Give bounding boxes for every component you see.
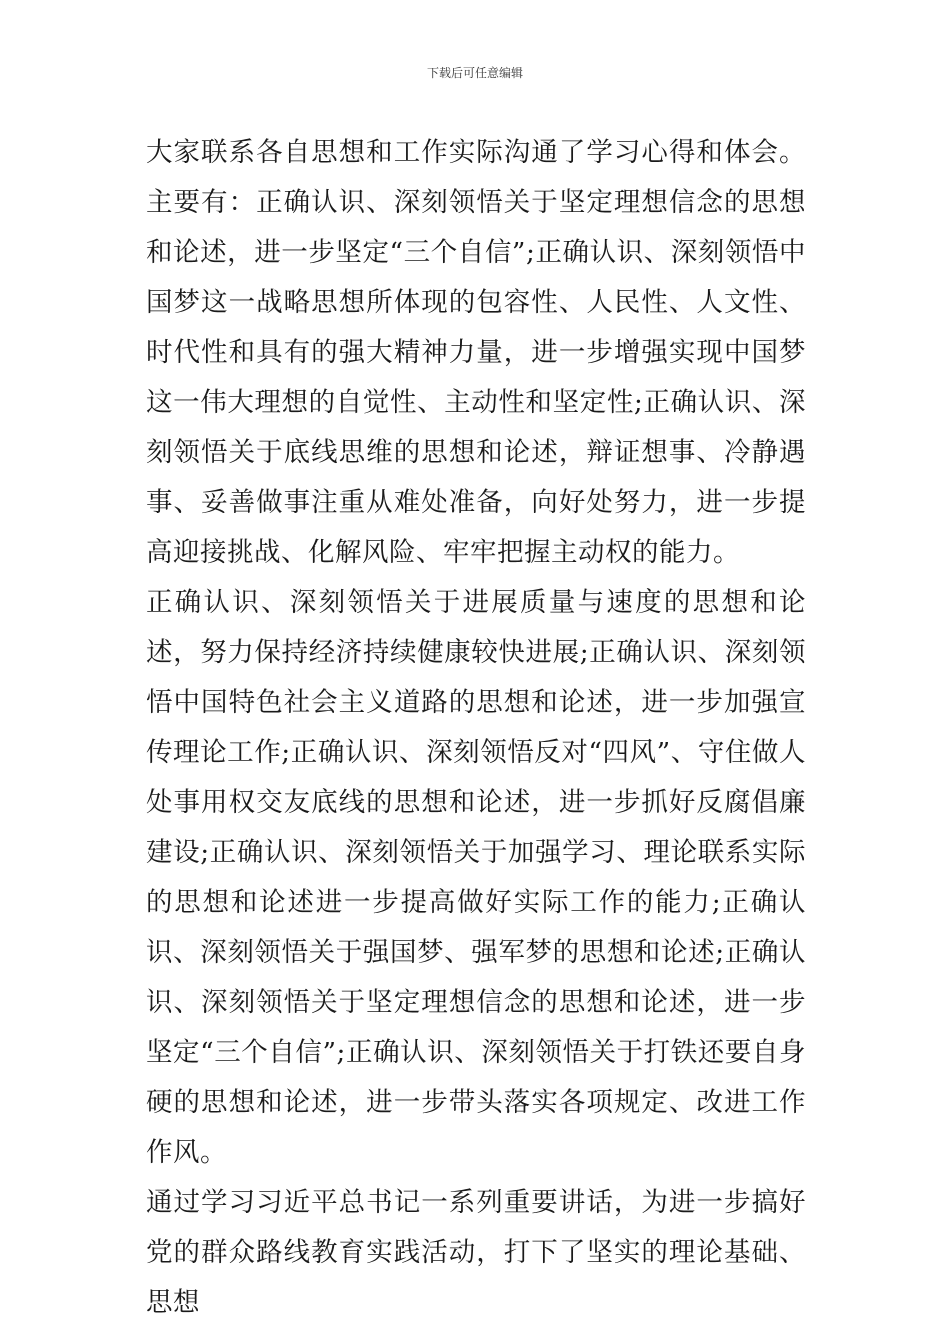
paragraph-3: 通过学习习近平总书记一系列重要讲话，为进一步搞好党的群众路线教育实践活动，打下了坚实的理论基础、思想	[146, 1187, 806, 1318]
paragraph-2: 正确认识、深刻领悟关于进展质量与速度的思想和论述，努力保持经济持续健康较快进展;正确认识、深刻领悟中国特色社会主义道路的思想和论述，进一步加强宣传理论工作;正确认识、深刻领悟反对“四风”、守住做人处事用权交友底线的思想和论述，进一步抓好反腐倡廉建设;正确认识、深刻领悟关于加强学习、理论联系实际的思想和论述进一步提高做好实际工作的能力;正确认识、深刻领悟关于强国梦、强军梦的思想和论述;正确认识、深刻领悟关于坚定理想信念的思想和论述，进一步坚定“三个自信”;正确认识、深刻领悟关于打铁还要自身硬的思想和论述，进一步带头落实各项规定、改进工作作风。	[146, 587, 806, 1168]
page-header: 下载后可任意编辑	[426, 66, 523, 80]
document-body	[146, 128, 806, 1328]
paragraph-1: 大家联系各自思想和工作实际沟通了学习心得和体会。主要有：正确认识、深刻领悟关于坚定理想信念的思想和论述，进一步坚定“三个自信”;正确认识、深刻领悟中国梦这一战略思想所体现的包容性、人民性、人文性、时代性和具有的强大精神力量，进一步增强实现中国梦这一伟大理想的自觉性、主动性和坚定性;正确认识、深刻领悟关于底线思维的思想和论述，辩证想事、冷静遇事、妥善做事注重从难处准备，向好处努力，进一步提高迎接挑战、化解风险、牢牢把握主动权的能力。	[146, 137, 806, 568]
